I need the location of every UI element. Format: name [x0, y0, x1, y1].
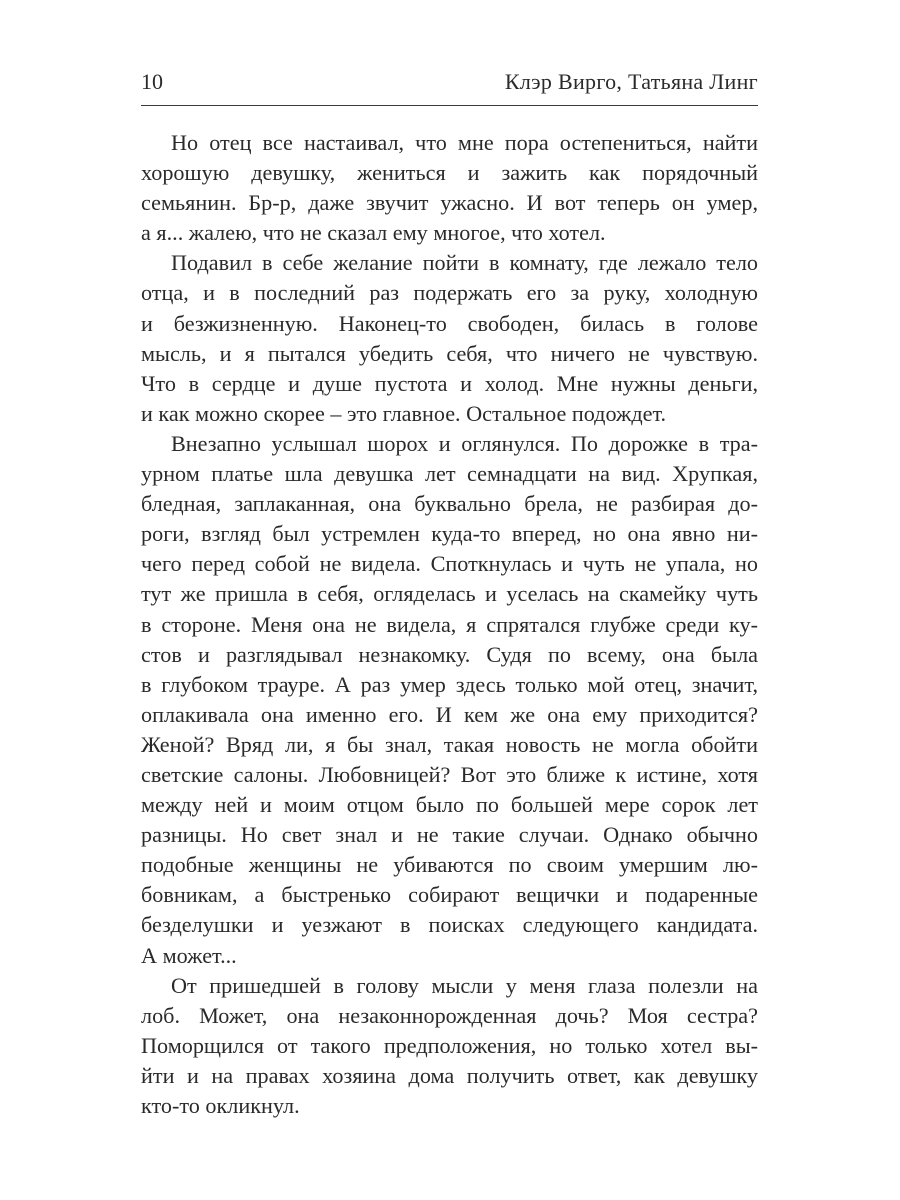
book-page — [141, 62, 758, 1118]
paragraph — [141, 248, 758, 429]
text-line: Подавил в себе желание пойти в комнату, где лежало тело — [171, 250, 758, 276]
body-text — [141, 128, 758, 1121]
text-line: От пришедшей в голову мысли у меня глаза полезли на — [171, 972, 758, 998]
text-line: бовникам, а быстренько собирают вещички и подаренные — [141, 882, 758, 908]
text-line: Что в сердце и душе пустота и холод. Мне нужны деньги, — [141, 370, 758, 396]
text-line: Женой? Вряд ли, я бы знал, такая новость не могла обойти — [141, 731, 758, 757]
text-line: оплакивала она именно его. И кем же она ему приходится? — [141, 701, 758, 727]
text-line: светские салоны. Любовницей? Вот это ближе к истине, хотя — [141, 761, 758, 787]
text-line: мысль, и я пытался убедить себя, что ничего не чувствую. — [141, 340, 758, 366]
text-line: Внезапно услышал шорох и оглянулся. По дорожке в тра- — [171, 430, 758, 456]
text-line: и как можно скорее – это главное. Остальное подождет. — [141, 400, 667, 426]
text-line: между ней и моим отцом было по большей мере сорок лет — [141, 792, 758, 818]
text-line: стов и разглядывал незнакомку. Судя по всему, она была — [141, 641, 758, 667]
text-line: кто-то окликнул. — [141, 1093, 300, 1118]
text-line: лоб. Может, она незаконнорожденная дочь? Моя сестра? — [141, 1002, 758, 1028]
text-line: роги, взгляд был устремлен куда-то вперед, но она явно ни- — [141, 521, 758, 547]
text-line: разницы. Но свет знал и не такие случаи. Однако обычно — [141, 822, 758, 848]
text-line: урном платье шла девушка лет семнадцати на вид. Хрупкая, — [141, 461, 758, 487]
text-line: тут же пришла в себя, огляделась и уселась на скамейку чуть — [141, 581, 758, 607]
paragraph — [141, 128, 758, 248]
text-line: в глубоком трауре. А раз умер здесь только мой отец, значит, — [141, 671, 758, 697]
text-line: Но отец все настаивал, что мне пора остепениться, найти — [171, 130, 758, 155]
text-line: подобные женщины не убиваются по своим умершим лю- — [141, 852, 758, 878]
text-line: бледная, заплаканная, она буквально брела, не разбирая до- — [141, 491, 758, 517]
page-number: 10 — [141, 69, 163, 94]
text-line: А может... — [141, 942, 237, 968]
text-line: и безжизненную. Наконец-то свободен, билась в голове — [141, 310, 758, 336]
text-line: в стороне. Меня она не видела, я спрятался глубже среди ку- — [141, 611, 758, 637]
running-head — [141, 62, 758, 102]
text-line: Поморщился от такого предположения, но только хотел вы- — [141, 1032, 758, 1058]
running-head-authors: Клэр Вирго, Татьяна Линг — [504, 69, 758, 94]
text-line: безделушки и уезжают в поисках следующего кандидата. — [141, 912, 758, 938]
text-line: а я... жалею, что не сказал ему многое, что хотел. — [141, 220, 606, 246]
header-rule-divider — [141, 105, 758, 106]
paragraph — [141, 971, 758, 1121]
text-line: йти и на правах хозяина дома получить ответ, как девушку — [141, 1062, 758, 1088]
paragraph — [141, 429, 758, 971]
text-line: хорошую девушку, жениться и зажить как порядочный — [141, 160, 758, 186]
text-line: чего перед собой не видела. Споткнулась и чуть не упала, но — [141, 551, 758, 577]
text-line: отца, и в последний раз подержать его за руку, холодную — [141, 280, 758, 306]
text-line: семьянин. Бр-р, даже звучит ужасно. И вот теперь он умер, — [141, 190, 758, 216]
